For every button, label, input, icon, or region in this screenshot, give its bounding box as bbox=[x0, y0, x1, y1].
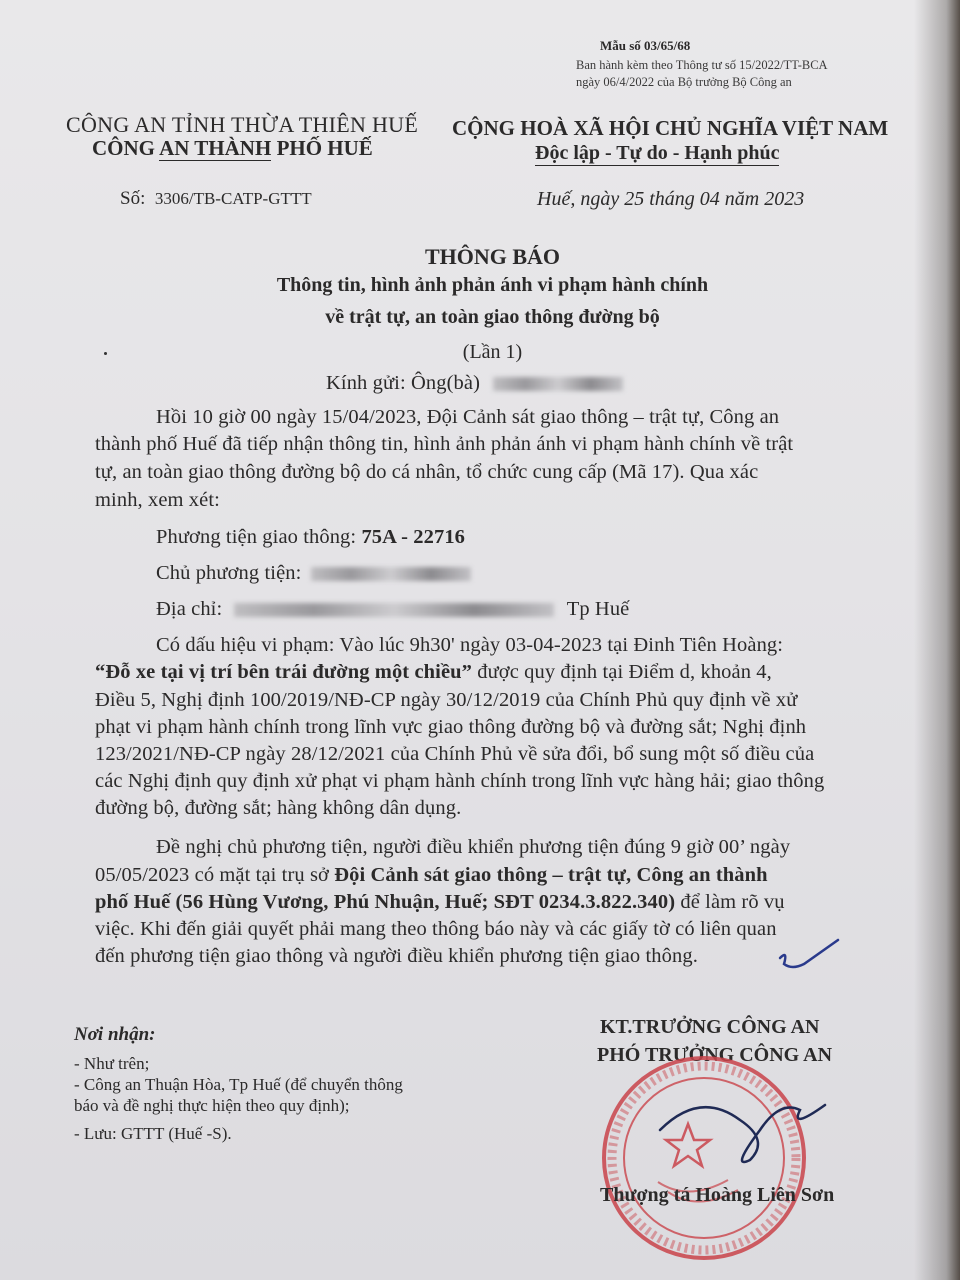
owner-line: Chủ phương tiện: bbox=[156, 562, 471, 585]
ink-dot bbox=[104, 352, 107, 355]
place-date: Huế, ngày 25 tháng 04 năm 2023 bbox=[537, 188, 805, 210]
para1-line-2: thành phố Huế đã tiếp nhận thông tin, hình ảnh phản ánh vi phạm hành chính về trật bbox=[95, 433, 794, 455]
recipient-item: - Như trên; bbox=[74, 1054, 150, 1073]
violation-quote: “Đỗ xe tại vị trí bên trái đường một chiều” bbox=[95, 661, 472, 683]
form-number: Mẫu số 03/65/68 bbox=[600, 38, 691, 53]
recipient-item: báo và đề nghị thực hiện theo quy định); bbox=[74, 1096, 350, 1115]
nation-motto: Độc lập - Tự do - Hạnh phúc bbox=[535, 142, 780, 164]
ink-checkmark bbox=[770, 930, 850, 980]
page-edge-shadow bbox=[914, 0, 960, 1280]
request-line-5: đến phương tiện giao thông và người điều khiển phương tiện giao thông. bbox=[95, 945, 698, 967]
violation-line-4: phạt vi phạm hành chính trong lĩnh vực giao thông đường bộ và đường sắt; Nghị định bbox=[95, 716, 807, 738]
title-iteration: (Lần 1) bbox=[462, 341, 523, 363]
violation-line-2: “Đỗ xe tại vị trí bên trái đường một chiều” được quy định tại Điểm d, khoản 4, bbox=[95, 661, 772, 683]
address-line: Địa chỉ: Tp Huế bbox=[156, 598, 630, 620]
request-line-2: 05/05/2023 có mặt tại trụ sở Đội Cảnh sát giao thông – trật tự, Công an thành bbox=[95, 864, 768, 886]
request-line-1: Đề nghị chủ phương tiện, người điều khiển phương tiện đúng 9 giờ 00’ ngày bbox=[156, 836, 791, 858]
title-line-1: Thông tin, hình ảnh phản ánh vi phạm hành chính bbox=[276, 274, 709, 296]
violation-line-1: Có dấu hiệu vi phạm: Vào lúc 9h30' ngày 03-04-2023 tại Đinh Tiên Hoàng: bbox=[156, 634, 784, 656]
recipients-heading: Nơi nhận: bbox=[74, 1024, 156, 1045]
redacted-name bbox=[493, 377, 623, 391]
document-title: THÔNG BÁO bbox=[424, 244, 561, 269]
handwritten-signature bbox=[640, 1060, 840, 1180]
request-line-3: phố Huế (56 Hùng Vương, Phú Nhuận, Huế; SĐT 0234.3.822.340) để làm rõ vụ bbox=[95, 891, 785, 913]
redacted-address bbox=[234, 603, 554, 617]
violation-line-7: đường bộ, đường sắt; hàng không dân dụng. bbox=[95, 797, 462, 819]
signer-name: Thượng tá Hoàng Liên Sơn bbox=[600, 1184, 835, 1206]
para1-line-1: Hồi 10 giờ 00 ngày 15/04/2023, Đội Cảnh sát giao thông – trật tự, Công an bbox=[156, 406, 780, 428]
para1-line-4: minh, xem xét: bbox=[95, 489, 220, 511]
violation-line-6: các Nghị định quy định xử phạt vi phạm hành chính trong lĩnh vực hàng hải; giao thông bbox=[95, 770, 825, 792]
recipient-item: - Công an Thuận Hòa, Tp Huế (để chuyển thông bbox=[74, 1075, 403, 1094]
recipient-item: - Lưu: GTTT (Huế -S). bbox=[74, 1124, 232, 1143]
greeting: Kính gửi: Ông(bà) bbox=[326, 372, 623, 395]
vehicle-plate: 75A - 22716 bbox=[361, 526, 466, 548]
document-number: Số: 3306/TB-CATP-GTTT bbox=[120, 188, 312, 209]
para1-line-3: tự, an toàn giao thông đường bộ do cá nhân, tổ chức cung cấp (Mã 17). Qua xác bbox=[95, 461, 759, 483]
signature-title-1: KT.TRƯỞNG CÔNG AN bbox=[600, 1016, 820, 1038]
form-note-line-2: ngày 06/4/2022 của Bộ trưởng Bộ Công an bbox=[576, 75, 792, 89]
redacted-owner bbox=[311, 567, 471, 581]
title-line-2: về trật tự, an toàn giao thông đường bộ bbox=[325, 306, 660, 328]
form-note-line-1: Ban hành kèm theo Thông tư số 15/2022/TT-BCA bbox=[576, 58, 828, 72]
violation-line-3: Điều 5, Nghị định 100/2019/NĐ-CP ngày 30/12/2019 của Chính Phủ quy định về xử bbox=[95, 689, 798, 711]
violation-line-5: 123/2021/NĐ-CP ngày 28/12/2021 của Chính Phủ về sửa đổi, bổ sung một số điều của bbox=[95, 743, 815, 765]
org-parent: CÔNG AN TỈNH THỪA THIÊN HUẾ bbox=[66, 112, 419, 137]
request-line-4: việc. Khi đến giải quyết phải mang theo thông báo này và các giấy tờ có liên quan bbox=[95, 918, 777, 940]
signature-title-2: PHÓ TRƯỞNG CÔNG AN bbox=[597, 1044, 833, 1066]
nation-name: CỘNG HOÀ XÃ HỘI CHỦ NGHĨA VIỆT NAM bbox=[452, 116, 889, 140]
org-unit: CÔNG AN THÀNH PHỐ HUẾ bbox=[92, 136, 373, 160]
vehicle-line: Phương tiện giao thông: 75A - 22716 bbox=[156, 526, 466, 548]
